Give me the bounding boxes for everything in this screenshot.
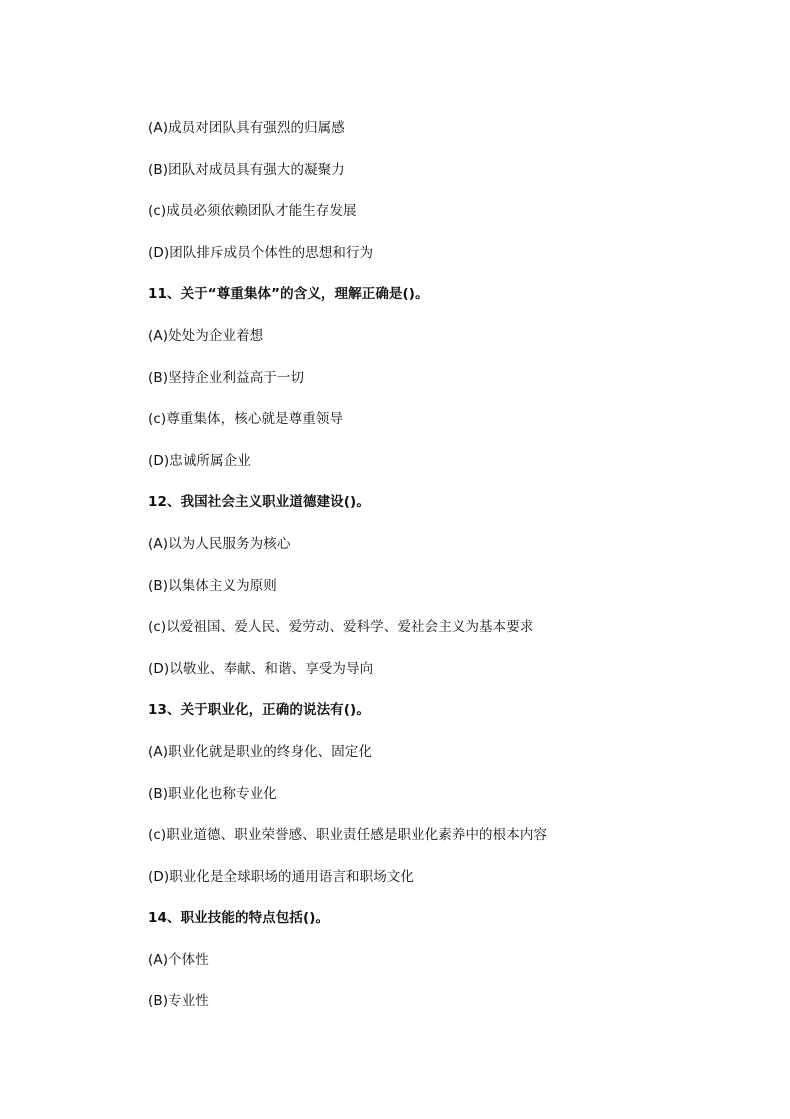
exam-text-block: [148, 117, 768, 1032]
option-line: (c)以爱祖国、爱人民、爱劳动、爱科学、爱社会主义为基本要求: [148, 619, 534, 636]
option-line: (B)坚持企业利益高于一切: [148, 369, 305, 386]
option-line: (c)成员必须依赖团队才能生存发展: [148, 203, 357, 220]
question-line: 11、关于“尊重集体”的含义，理解正确是()。: [148, 286, 429, 303]
option-line: (A)个体性: [148, 951, 209, 968]
option-line: (c)职业道德、职业荣誉感、职业责任感是职业化素养中的根本内容: [148, 827, 548, 844]
option-line: (B)职业化也称专业化: [148, 785, 277, 802]
question-line: 13、关于职业化，正确的说法有()。: [148, 702, 370, 719]
option-line: (A)以为人民服务为核心: [148, 535, 291, 552]
option-line: (D)忠诚所属企业: [148, 452, 251, 469]
option-line: (D)职业化是全球职场的通用语言和职场文化: [148, 868, 415, 885]
question-line: 12、我国社会主义职业道德建设()。: [148, 494, 370, 511]
option-line: (B)专业性: [148, 993, 209, 1010]
option-line: (A)处处为企业着想: [148, 327, 264, 344]
option-line: (c)尊重集体，核心就是尊重领导: [148, 411, 344, 428]
option-line: (B)以集体主义为原则: [148, 577, 277, 594]
option-line: (B)团队对成员具有强大的凝聚力: [148, 161, 345, 178]
option-line: (D)以敬业、奉献、和谐、享受为导向: [148, 660, 374, 677]
option-line: (D)团队排斥成员个体性的思想和行为: [148, 244, 374, 261]
question-line: 14、职业技能的特点包括()。: [148, 910, 330, 927]
option-line: (A)成员对团队具有强烈的归属感: [148, 120, 345, 136]
option-line: (A)职业化就是职业的终身化、固定化: [148, 743, 373, 760]
